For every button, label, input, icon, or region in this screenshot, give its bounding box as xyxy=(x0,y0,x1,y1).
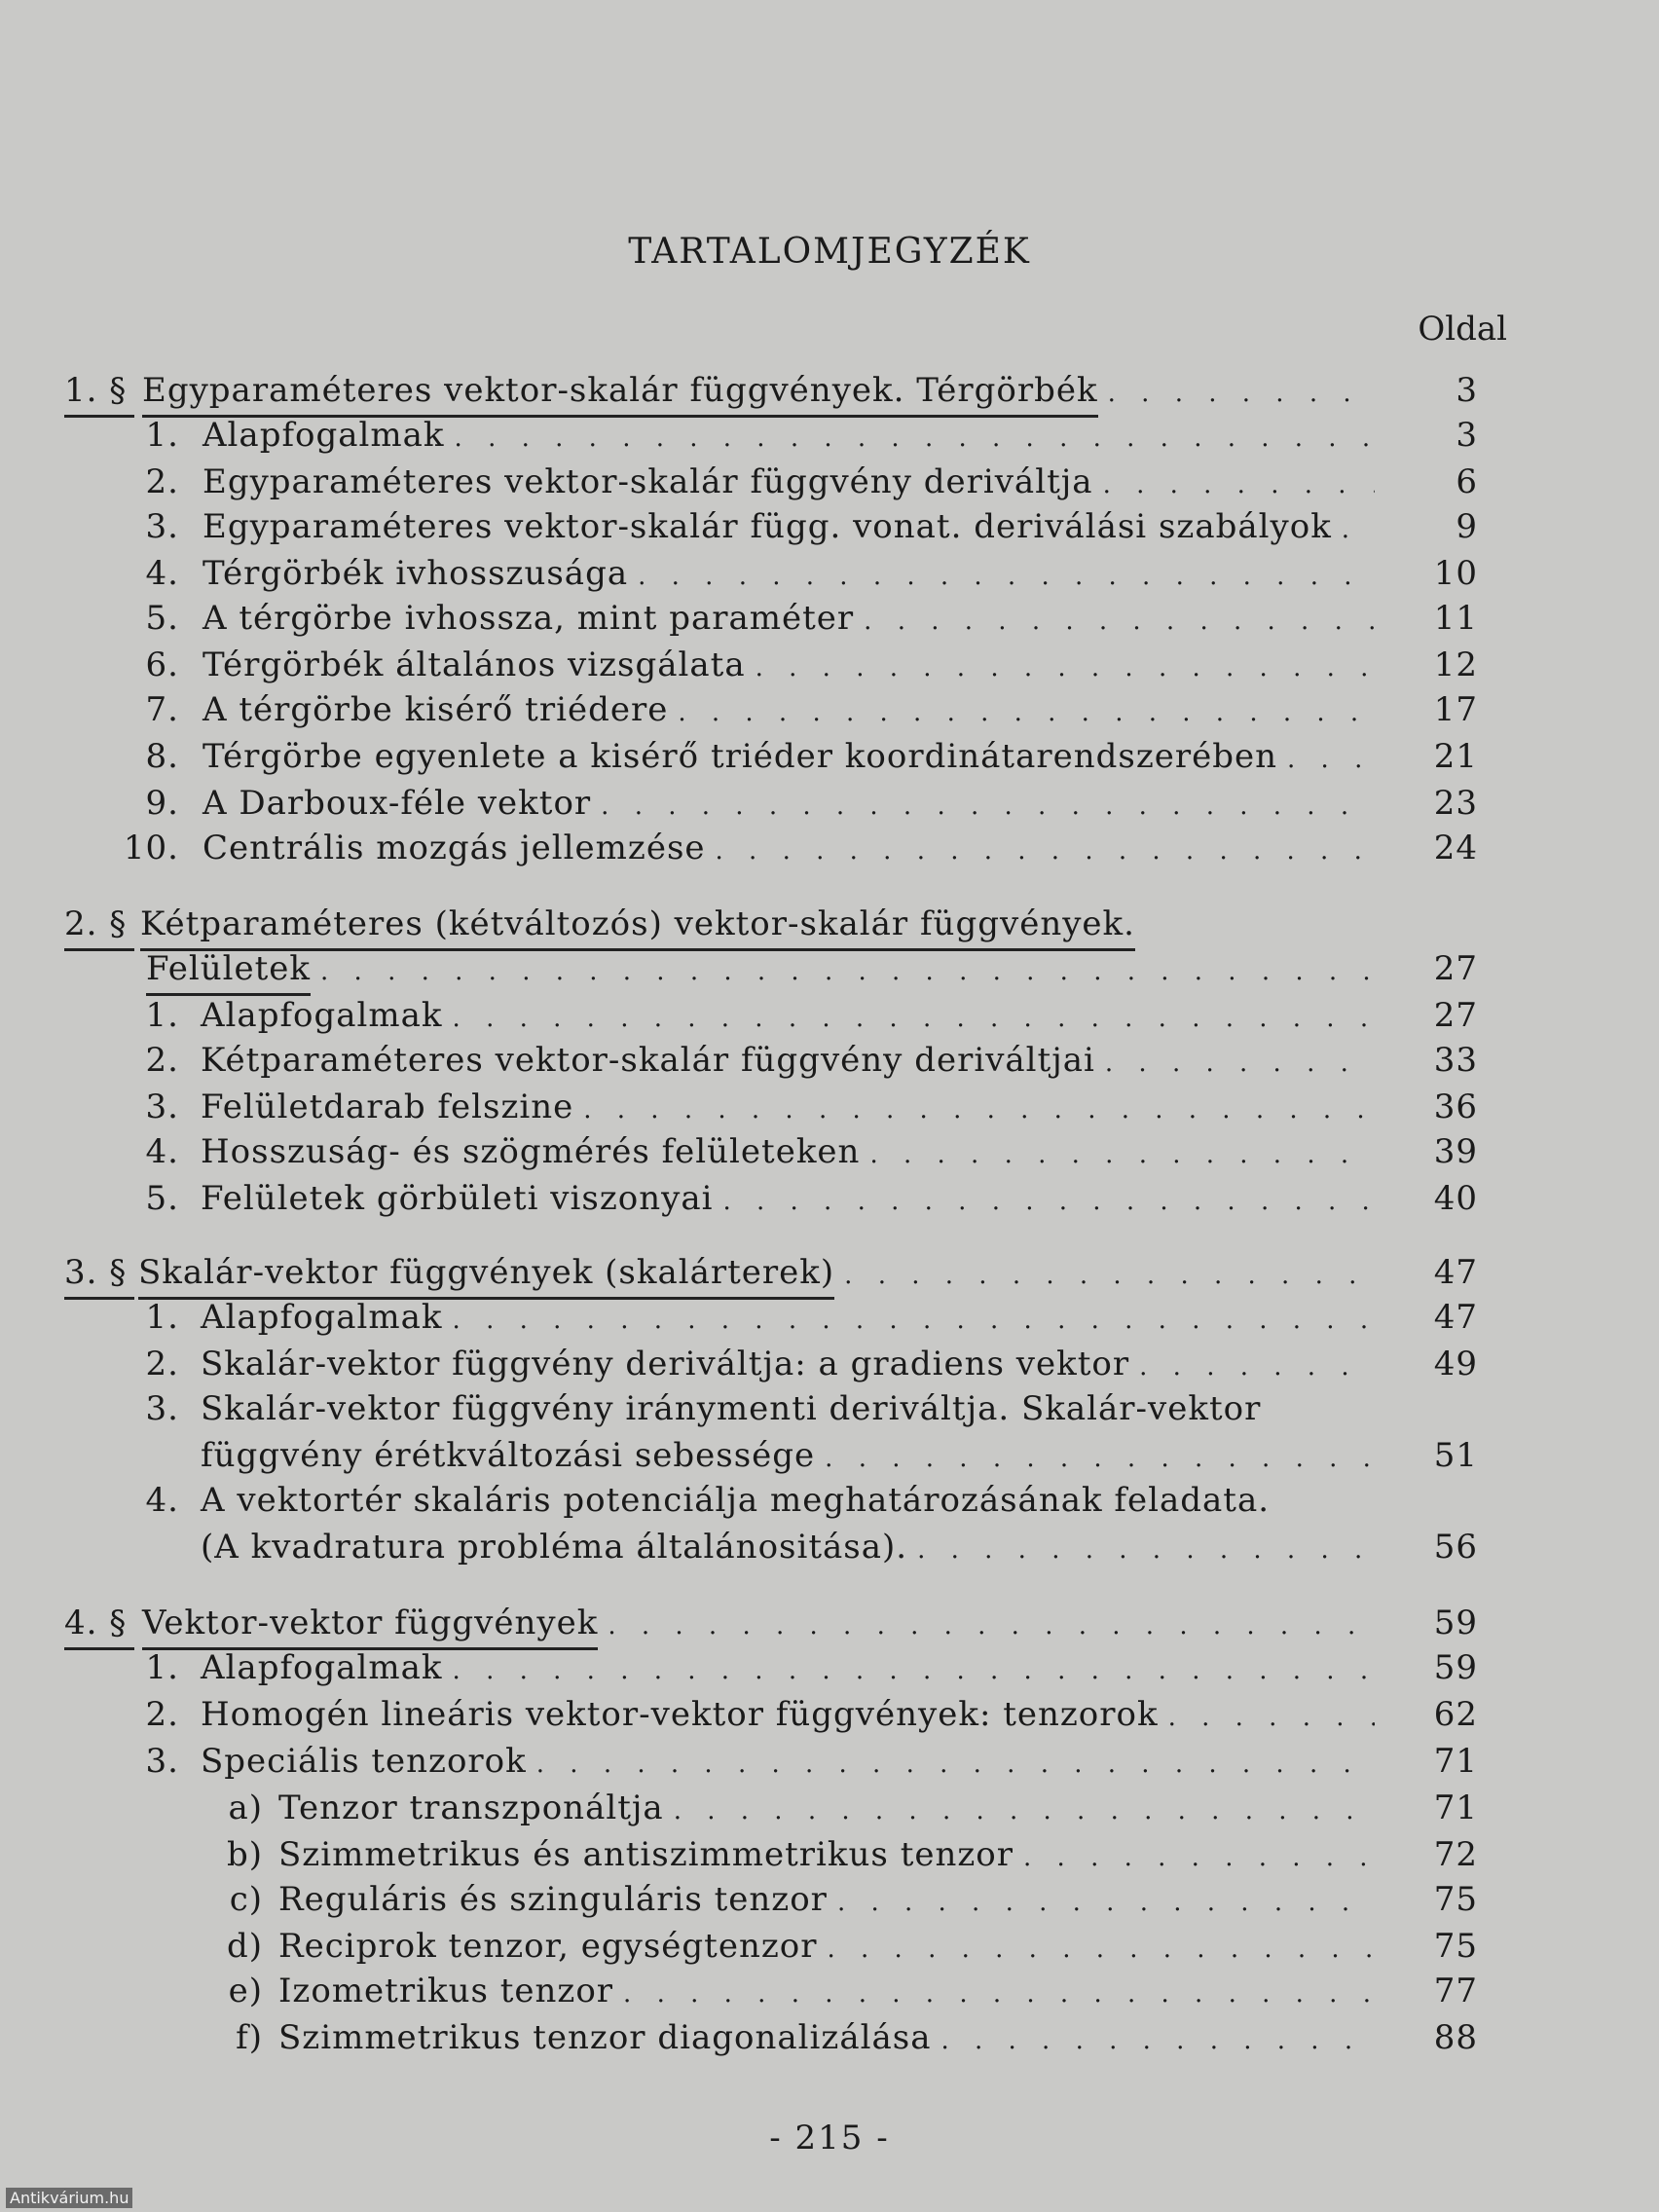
toc-leader-dots xyxy=(722,1179,1375,1224)
toc-entry xyxy=(0,1342,1659,1386)
toc-entry xyxy=(0,1786,1659,1830)
toc-entry xyxy=(0,993,1659,1038)
toc-entry-title: Reguláris és szinguláris tenzor xyxy=(278,1880,828,1919)
toc-entry xyxy=(0,734,1659,779)
toc-page-number: 56 xyxy=(1433,1528,1478,1567)
toc-entry-title: Skalár-vektor függvény iránymenti deriváltja. Skalár-vektor xyxy=(201,1389,1262,1428)
toc-entry-number: 8. xyxy=(145,737,179,776)
toc-section-heading xyxy=(0,1250,1659,1295)
toc-entry-title: Egyparaméteres vektor-skalár függ. vonat. deriválási szabályok xyxy=(203,507,1332,546)
toc-entry-number: 5. xyxy=(145,1179,179,1218)
toc-leader-dots xyxy=(917,1528,1375,1572)
toc-entry-number: 2. xyxy=(145,462,179,501)
toc-leader-dots xyxy=(827,1927,1375,1972)
toc-entry xyxy=(0,1525,1659,1569)
toc-entry-title: Szimmetrikus tenzor diagonalizálása xyxy=(278,2018,932,2057)
toc-page-number: 3 xyxy=(1456,371,1478,410)
toc-leader-dots xyxy=(583,1088,1375,1132)
toc-entry xyxy=(0,1295,1659,1340)
toc-entry-number: a) xyxy=(228,1788,263,1827)
toc-entry-title: Alapfogalmak xyxy=(203,416,445,455)
toc-page-number: 21 xyxy=(1433,737,1478,776)
toc-leader-dots xyxy=(638,554,1375,599)
toc-page-number: 75 xyxy=(1433,1927,1478,1966)
toc-leader-dots xyxy=(844,1253,1375,1298)
toc-entry xyxy=(0,413,1659,458)
toc-entry xyxy=(0,1692,1659,1737)
toc-page-number: 33 xyxy=(1433,1041,1478,1080)
toc-entry-title: A Darboux-féle vektor xyxy=(203,784,592,823)
toc-page-number: 72 xyxy=(1433,1835,1478,1874)
toc-page-number: 47 xyxy=(1433,1253,1478,1292)
toc-entry-number: 3. xyxy=(145,1389,179,1428)
toc-page-number: 39 xyxy=(1433,1132,1478,1171)
toc-leader-dots xyxy=(716,829,1375,873)
toc-entry xyxy=(0,596,1659,641)
toc-leader-dots xyxy=(453,996,1375,1041)
toc-entry-number: 5. xyxy=(145,599,179,638)
toc-entry xyxy=(0,551,1659,596)
toc-entry-title: A vektortér skaláris potenciálja meghatározásának feladata. xyxy=(201,1481,1271,1520)
toc-entry-title: Alapfogalmak xyxy=(201,1648,443,1687)
toc-entry xyxy=(0,946,1659,991)
toc-entry-title: Felületek xyxy=(146,946,311,996)
toc-leader-dots xyxy=(320,949,1375,994)
toc-page-number: 27 xyxy=(1433,949,1478,988)
toc-leader-dots xyxy=(1108,371,1375,416)
toc-page-number: 6 xyxy=(1456,462,1478,501)
toc-entry-title: A térgörbe kisérő triédere xyxy=(203,690,669,729)
toc-entry-title: Térgörbék általános vizsgálata xyxy=(203,645,746,684)
toc-leader-dots xyxy=(1139,1345,1375,1389)
toc-page-number: 24 xyxy=(1433,829,1478,867)
toc-leader-dots xyxy=(1023,1835,1375,1880)
toc-entry xyxy=(0,1433,1659,1478)
toc-leader-dots xyxy=(455,416,1375,461)
toc-entry-number: 4. xyxy=(145,1481,179,1520)
toc-leader-dots xyxy=(1168,1695,1375,1740)
toc-entry-number: 1. xyxy=(145,1298,179,1337)
toc-section-heading xyxy=(0,902,1659,946)
toc-page-number: 47 xyxy=(1433,1298,1478,1337)
toc-entry-title: Skalár-vektor függvények (skalárterek) xyxy=(138,1250,834,1300)
toc-entry xyxy=(0,2015,1659,2060)
toc-entry-number: 1. xyxy=(145,996,179,1035)
toc-leader-dots xyxy=(1105,1041,1375,1086)
toc-entry-number: c) xyxy=(229,1880,263,1919)
toc-entry-title: Felületdarab felszine xyxy=(201,1088,574,1126)
toc-section-heading xyxy=(0,368,1659,413)
toc-page-number: 27 xyxy=(1433,996,1478,1035)
toc-entry-title: Centrális mozgás jellemzése xyxy=(203,829,706,867)
toc-entry xyxy=(0,643,1659,687)
toc-entry-title: (A kvadratura probléma általánositása). xyxy=(201,1528,908,1567)
toc-page-number: 77 xyxy=(1433,1972,1478,2010)
toc-page-number: 71 xyxy=(1433,1742,1478,1781)
toc-leader-dots xyxy=(678,690,1375,735)
toc-entry-number: 3. xyxy=(145,1742,179,1781)
toc-leader-dots xyxy=(453,1298,1375,1343)
toc-entry-title: Reciprok tenzor, egységtenzor xyxy=(278,1927,818,1966)
toc-entry-number: e) xyxy=(228,1972,263,2010)
toc-entry xyxy=(0,1739,1659,1784)
toc-entry-number: 1. xyxy=(145,416,179,455)
toc-page-number: 9 xyxy=(1456,507,1478,546)
toc-entry xyxy=(0,1478,1659,1523)
toc-entry-number: 2. xyxy=(145,1345,179,1383)
toc-entry-title: Felületek görbületi viszonyai xyxy=(201,1179,714,1218)
toc-entry xyxy=(0,1085,1659,1129)
toc-leader-dots xyxy=(623,1972,1375,2016)
toc-entry-number: 4. § xyxy=(64,1601,134,1650)
toc-page-number: 59 xyxy=(1433,1648,1478,1687)
toc-entry xyxy=(0,1969,1659,2013)
toc-leader-dots xyxy=(601,784,1375,829)
toc-leader-dots xyxy=(825,1436,1375,1481)
toc-entry xyxy=(0,1129,1659,1174)
toc-entry-title: Egyparaméteres vektor-skalár függvények. Térgörbék xyxy=(142,368,1098,418)
toc-entry xyxy=(0,1877,1659,1922)
toc-leader-dots xyxy=(869,1132,1375,1177)
toc-entry-title: Homogén lineáris vektor-vektor függvények: tenzorok xyxy=(201,1695,1159,1734)
toc-page-number: 11 xyxy=(1433,599,1478,638)
toc-page-number: 10 xyxy=(1433,554,1478,593)
toc-entry-number: 7. xyxy=(145,690,179,729)
toc-entry-number: 4. xyxy=(145,1132,179,1171)
toc-entry-number: 2. xyxy=(145,1695,179,1734)
toc-entry-number: f) xyxy=(236,2018,263,2057)
toc-entry-title: Szimmetrikus és antiszimmetrikus tenzor xyxy=(278,1835,1014,1874)
toc-entry-title: Skalár-vektor függvény deriváltja: a gradiens vektor xyxy=(201,1345,1130,1383)
toc-entry xyxy=(0,1176,1659,1221)
page-title: TARTALOMJEGYZÉK xyxy=(628,232,1031,272)
toc-entry-title: Kétparaméteres vektor-skalár függvény deriváltjai xyxy=(201,1041,1095,1080)
toc-entry xyxy=(0,1924,1659,1969)
toc-section-heading xyxy=(0,1601,1659,1645)
toc-entry-number: 2. § xyxy=(64,902,134,951)
toc-page-number: 59 xyxy=(1433,1604,1478,1642)
toc-entry-number: 10. xyxy=(123,829,179,867)
toc-entry-title: Kétparaméteres (kétváltozós) vektor-skalár függvények. xyxy=(140,902,1135,951)
toc-leader-dots xyxy=(756,645,1375,690)
toc-entry-title: Tenzor transzponáltja xyxy=(278,1788,664,1827)
toc-entry-title: A térgörbe ivhossza, mint paraméter xyxy=(203,599,855,638)
toc-leader-dots xyxy=(453,1648,1375,1693)
toc-entry-number: b) xyxy=(226,1835,263,1874)
toc-entry-number: 1. § xyxy=(64,368,134,418)
toc-entry xyxy=(0,1645,1659,1690)
toc-entry-title: Térgörbe egyenlete a kisérő triéder koordinátarendszerében xyxy=(203,737,1278,776)
toc-page-number: 23 xyxy=(1433,784,1478,823)
toc-entry xyxy=(0,460,1659,504)
toc-entry-number: 2. xyxy=(145,1041,179,1080)
toc-leader-dots xyxy=(864,599,1375,644)
toc-entry xyxy=(0,504,1659,549)
toc-entry-number: 9. xyxy=(145,784,179,823)
watermark-label: Antikvárium.hu xyxy=(6,2188,132,2208)
toc-entry-title: Alapfogalmak xyxy=(201,1298,443,1337)
toc-entry-title: Vektor-vektor függvények xyxy=(142,1601,598,1650)
toc-entry-number: 3. § xyxy=(64,1250,134,1300)
toc-entry-number: 1. xyxy=(145,1648,179,1687)
toc-entry xyxy=(0,826,1659,870)
toc-page-number: 88 xyxy=(1433,2018,1478,2057)
toc-leader-dots xyxy=(837,1880,1375,1925)
toc-page-number: 51 xyxy=(1433,1436,1478,1475)
toc-page-number: 49 xyxy=(1433,1345,1478,1383)
toc-entry-number: 6. xyxy=(145,645,179,684)
toc-entry xyxy=(0,1386,1659,1431)
toc-entry-title: függvény érétkváltozási sebessége xyxy=(201,1436,816,1475)
toc-leader-dots xyxy=(1103,462,1375,507)
toc-entry-number: d) xyxy=(226,1927,263,1966)
toc-leader-dots xyxy=(1287,737,1375,782)
toc-page-number: 40 xyxy=(1433,1179,1478,1218)
toc-page-number: 71 xyxy=(1433,1788,1478,1827)
toc-entry-number: 3. xyxy=(145,507,179,546)
toc-entry-number: 3. xyxy=(145,1088,179,1126)
toc-page-number: 3 xyxy=(1456,416,1478,455)
toc-entry-title: Izometrikus tenzor xyxy=(278,1972,614,2010)
toc-leader-dots xyxy=(674,1788,1375,1833)
toc-entry-title: Alapfogalmak xyxy=(201,996,443,1035)
toc-entry-title: Egyparaméteres vektor-skalár függvény deriváltja xyxy=(203,462,1093,501)
toc-entry-title: Térgörbék ivhosszusága xyxy=(203,554,629,593)
toc-entry xyxy=(0,687,1659,732)
toc-page-number: 75 xyxy=(1433,1880,1478,1919)
footer-page-number: - 215 - xyxy=(769,2119,890,2157)
toc-entry-number: 4. xyxy=(145,554,179,593)
toc-entry-title: Hosszuság- és szögmérés felületeken xyxy=(201,1132,861,1171)
toc-entry xyxy=(0,1832,1659,1877)
toc-page-number: 36 xyxy=(1433,1088,1478,1126)
page-column-header: Oldal xyxy=(1418,310,1507,349)
toc-leader-dots xyxy=(536,1742,1375,1787)
toc-page-number: 12 xyxy=(1433,645,1478,684)
toc-page-number: 62 xyxy=(1433,1695,1478,1734)
toc-entry xyxy=(0,1038,1659,1083)
toc-entry xyxy=(0,781,1659,826)
toc-leader-dots xyxy=(940,2018,1375,2063)
toc-entry-title: Speciális tenzorok xyxy=(201,1742,527,1781)
toc-page-number: 17 xyxy=(1433,690,1478,729)
toc-leader-dots xyxy=(1342,507,1375,552)
toc-leader-dots xyxy=(608,1604,1375,1648)
